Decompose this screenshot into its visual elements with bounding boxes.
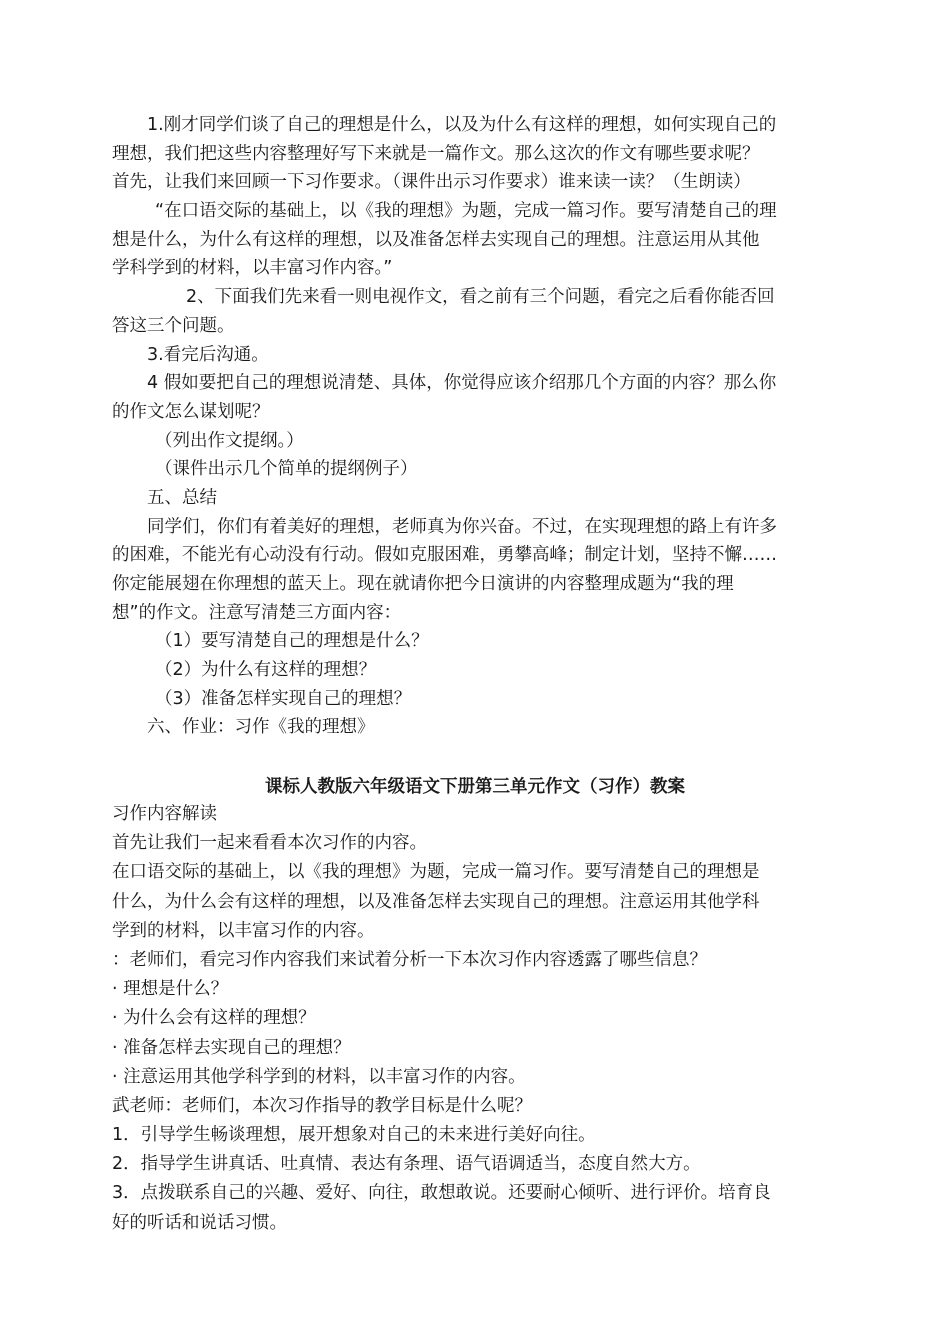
lesson-plan-section <box>112 111 842 742</box>
bullet-item: · 理想是什么？ <box>112 979 229 1000</box>
paragraph-line: 想”的作文。注意写清楚三方面内容： <box>112 602 402 623</box>
paragraph-line: ：老师们，看完习作内容我们来试着分析一下本次习作内容透露了哪些信息？ <box>112 949 707 970</box>
document-title: 课标人教版六年级语文下册第三单元作文（习作）教案 <box>265 777 685 797</box>
paragraph-line: 3.看完后沟通。 <box>147 344 269 365</box>
subheading: 习作内容解读 <box>112 804 217 824</box>
paragraph-line: 你定能展翅在你理想的蓝天上。现在就请你把今日演讲的内容整理成题为“我的理 <box>112 574 734 594</box>
paragraph-line: 武老师：老师们，本次习作指导的教学目标是什么呢？ <box>112 1095 532 1116</box>
paragraph-line: 2、下面我们先来看一则电视作文，看之前有三个问题，看完之后看你能否回 <box>186 287 775 308</box>
paragraph-line: 好的听话和说话习惯。 <box>112 1212 287 1233</box>
paragraph-line: 首先让我们一起来看看本次习作的内容。 <box>112 833 427 854</box>
paragraph-line: 学到的材料，以丰富习作的内容。 <box>112 920 375 941</box>
paragraph-line: 想是什么，为什么有这样的理想，以及准备怎样去实现自己的理想。注意运用从其他 <box>112 229 760 250</box>
list-item: 3．点拨联系自己的兴趣、爱好、向往，敢想敢说。还要耐心倾听、进行评价。培育良 <box>112 1183 771 1204</box>
list-item: （1）要写清楚自己的理想是什么？ <box>155 631 429 652</box>
bullet-item: · 注意运用其他学科学到的材料，以丰富习作的内容。 <box>112 1066 526 1087</box>
bullet-item: · 为什么会有这样的理想？ <box>112 1008 316 1029</box>
list-item: 2．指导学生讲真话、吐真情、表达有条理、语气语调适当，态度自然大方。 <box>112 1154 701 1175</box>
paragraph-line: 在口语交际的基础上，以《我的理想》为题，完成一篇习作。要写清楚自己的理想是 <box>112 862 760 883</box>
paragraph-line: 同学们，你们有着美好的理想，老师真为你兴奋。不过，在实现理想的路上有许多 <box>147 516 777 537</box>
bullet-item: · 准备怎样去实现自己的理想？ <box>112 1037 351 1058</box>
list-item: （2）为什么有这样的理想？ <box>155 660 377 681</box>
writing-guidance-section <box>112 800 842 1238</box>
paragraph-line: （课件出示几个简单的提纲例子） <box>155 459 418 480</box>
paragraph-line: 首先，让我们来回顾一下习作要求。（课件出示习作要求）谁来读一读？（生朗读） <box>112 172 751 193</box>
paragraph-line: 答这三个问题。 <box>112 315 235 336</box>
paragraph-line: 学科学到的材料，以丰富习作内容。” <box>112 258 393 279</box>
paragraph-line: 4 假如要把自己的理想说清楚、具体，你觉得应该介绍那几个方面的内容？那么你 <box>147 373 777 394</box>
paragraph-line: “在口语交际的基础上，以《我的理想》为题，完成一篇习作。要写清楚自己的理 <box>155 201 777 222</box>
paragraph-line: 1.刚才同学们谈了自己的理想是什么，以及为什么有这样的理想，如何实现自己的 <box>147 115 777 135</box>
list-item: 1．引导学生畅谈理想，展开想象对自己的未来进行美好向往。 <box>112 1125 596 1146</box>
paragraph-line: （列出作文提纲。） <box>155 430 304 451</box>
section-heading: 五、总结 <box>147 487 217 508</box>
list-item: （3）准备怎样实现自己的理想？ <box>155 688 412 709</box>
section-heading: 六、作业：习作《我的理想》 <box>147 717 375 738</box>
paragraph-line: 理想，我们把这些内容整理好写下来就是一篇作文。那么这次的作文有哪些要求呢？ <box>112 143 760 164</box>
paragraph-line: 的困难，不能光有心动没有行动。假如克服困难，勇攀高峰；制定计划，坚持不懈…… <box>112 545 777 566</box>
paragraph-line: 什么，为什么会有这样的理想，以及准备怎样去实现自己的理想。注意运用其他学科 <box>112 891 760 912</box>
paragraph-line: 的作文怎么谋划呢？ <box>112 401 270 422</box>
